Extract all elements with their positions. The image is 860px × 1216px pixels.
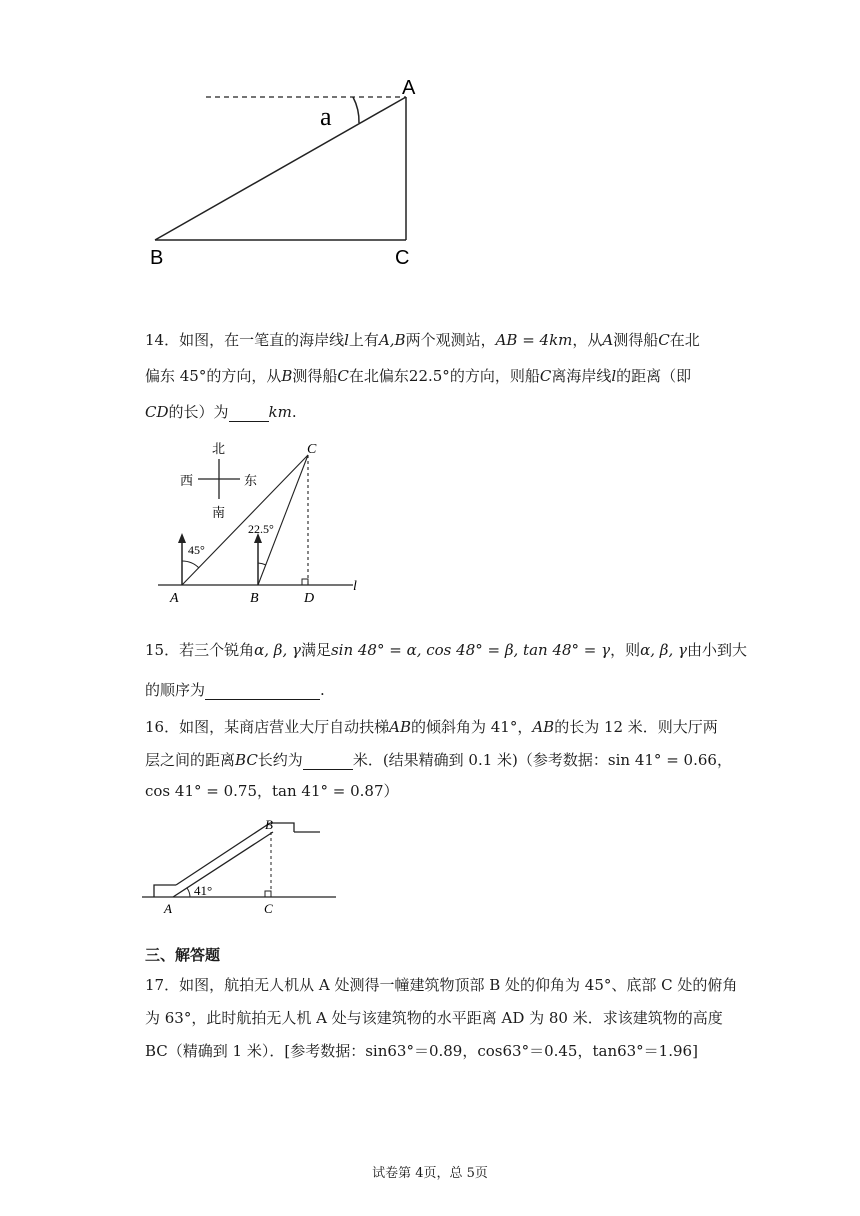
right-angle-marker <box>265 891 271 897</box>
angle-label-41: 41° <box>194 883 213 898</box>
figure-q16 <box>140 815 340 920</box>
angle-label-22-5: 22.5° <box>248 522 274 536</box>
q16-line1: 16．如图，某商店营业大厅自动扶梯AB的倾斜角为 41°，AB的长为 12 米．则大厅两 <box>145 718 718 736</box>
segment-bc <box>258 455 308 585</box>
q16-line2: 层之间的距离BC长约为 米．(结果精确到 0.1 米)（参考数据：sin 41° = 0.66， <box>145 751 732 769</box>
angle-arc <box>353 97 359 123</box>
label-point-b: B <box>150 247 164 269</box>
label-point-b: B <box>250 591 259 606</box>
angle-arc <box>187 888 190 897</box>
q17-line2: 为 63°，此时航拍无人机 A 处与该建筑物的水平距离 AD 为 80 米．求该建筑物的高度 <box>145 1009 723 1027</box>
q17-line3: BC（精确到 1 米）．[参考数据：sin63°＝0.89，cos63°＝0.45，tan63°＝1.96] <box>145 1042 698 1060</box>
q17-line1: 17．如图，航拍无人机从 A 处测得一幢建筑物顶部 B 处的仰角为 45°、底部 C 处的俯角 <box>145 976 738 994</box>
angle-label-45: 45° <box>188 543 205 557</box>
answer-blank-q16[interactable] <box>303 753 353 770</box>
label-angle-a: a <box>320 102 332 131</box>
figure-q14 <box>150 435 380 610</box>
bottom-step <box>154 885 176 897</box>
section-heading: 三、解答题 <box>145 946 221 964</box>
right-angle-marker <box>302 579 308 585</box>
label-point-b: B <box>265 817 273 832</box>
label-point-a: A <box>402 77 416 99</box>
label-point-d: D <box>304 591 315 606</box>
answer-blank-q14[interactable] <box>229 405 269 422</box>
answer-blank-q15[interactable] <box>205 683 320 700</box>
label-point-a: A <box>170 591 179 606</box>
label-line-l: l <box>353 579 357 594</box>
escalator-lower-rail <box>173 832 273 897</box>
angle-arc-b <box>258 563 266 565</box>
q16-line3: cos 41° = 0.75，tan 41° = 0.87） <box>145 782 399 800</box>
q14-line1: 14．如图，在一笔直的海岸线l上有A,B两个观测站，AB = 4km，从A测得船C在北 <box>145 331 700 349</box>
compass-north: 北 <box>212 441 226 456</box>
angle-arc-a <box>182 561 199 568</box>
q15-line1: 15．若三个锐角α, β, γ满足sin 48° = α, cos 48° = β, tan 48° = γ，则α, β, γ由小到大 <box>145 641 747 659</box>
figure-q13 <box>140 70 440 275</box>
compass-south: 南 <box>212 505 226 520</box>
top-step <box>270 823 294 832</box>
q14-line3: CD的长）为 km. <box>145 403 297 421</box>
escalator-upper-rail <box>176 823 270 885</box>
page-footer: 试卷第 4页，总 5页 <box>372 1166 488 1181</box>
label-point-a: A <box>164 901 172 916</box>
compass-west: 西 <box>180 473 194 488</box>
compass-east: 东 <box>244 473 258 488</box>
label-point-c: C <box>307 442 317 457</box>
segment-ab <box>155 97 406 240</box>
q14-line2: 偏东 45°的方向，从B测得船C在北偏东22.5°的方向，则船C离海岸线l的距离（即 <box>145 367 692 385</box>
label-point-c: C <box>264 901 273 916</box>
label-point-c: C <box>395 247 410 269</box>
q15-line2: 的顺序为 . <box>145 681 325 699</box>
arrowhead-a <box>178 533 186 543</box>
